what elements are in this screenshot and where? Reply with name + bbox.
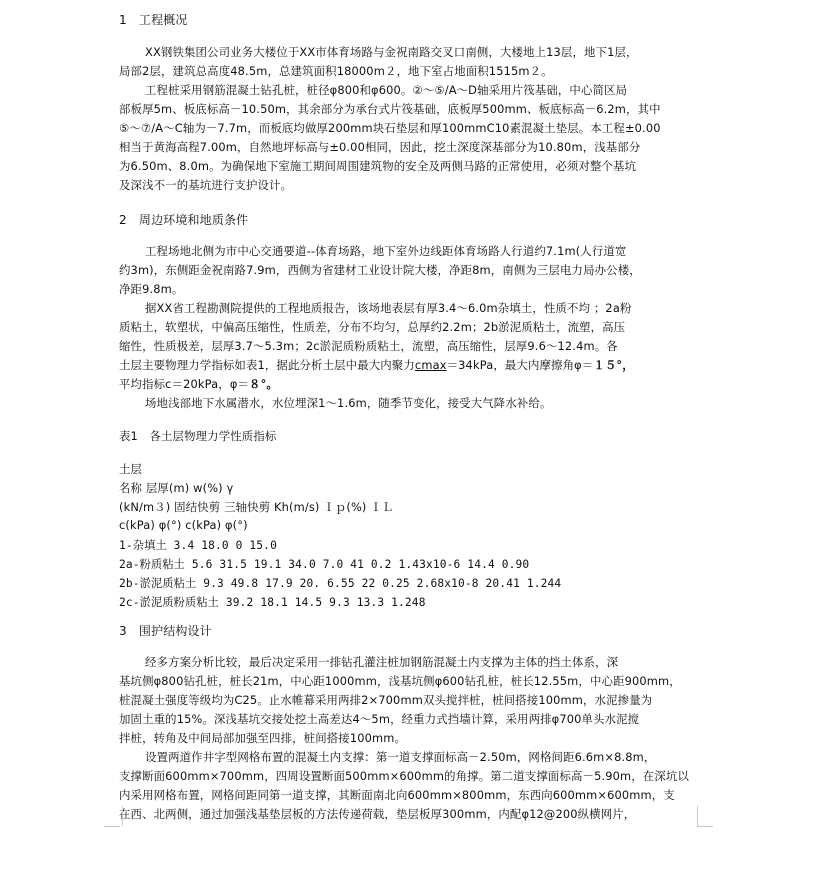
page-margin-mark-right-horizontal	[697, 826, 713, 827]
table-caption: 表1 各土层物理力学性质指标	[119, 429, 277, 443]
paragraph-line: 工程桩采用钢筋混凝土钻孔桩，桩径φ800和φ600。②～⑤/A～D轴采用片筏基础，中心简区局	[145, 83, 628, 97]
page-margin-mark-left-horizontal	[104, 826, 120, 827]
table-header-line: 土层	[119, 462, 143, 476]
table-header-line: (kN/m３) 固结快剪 三轴快剪 Kh(m/s) Ｉｐ(%) ＩＬ	[119, 500, 394, 514]
paragraph-line	[119, 376, 278, 392]
table-row: 2c-淤泥质粉质粘土 39.2 18.1 14.5 9.3 13.3 1.248	[119, 596, 426, 609]
text-run: 平均指标c＝20kPa，φ＝	[119, 377, 250, 391]
paragraph-line: 支撑断面600mm×700mm，四周设置断面500mm×600mm的角撑。第二道支撑面标高－5.90m，在深坑以	[119, 769, 690, 783]
text-run: 土层主要物理力学指标如表1，据此分析土层中最大内聚力	[119, 358, 415, 372]
paragraph-line: 加固土重的15%。深浅基坑交接处挖土高差达4～5m，经重力式挡墙计算，采用两排φ700单头水泥搅	[119, 712, 640, 726]
paragraph-line: 为6.50m、8.0m。为确保地下室施工期间周围建筑物的安全及两侧马路的正常使用，必须对整个基坑	[119, 159, 637, 173]
paragraph-line: 基坑侧φ800钻孔桩，桩长21m，中心距1000mm，浅基坑侧φ600钻孔桩，桩长12.55m，中心距900mm，	[119, 674, 681, 688]
section-1-heading: 1 工程概况	[119, 13, 188, 27]
table-row: 2a-粉质粘土 5.6 31.5 19.1 34.0 7.0 41 0.2 1.43x10-6 14.4 0.90	[119, 558, 530, 571]
text-run: ＝34kPa，最大内摩擦角φ＝	[446, 358, 594, 372]
table-row: 1-杂填土 3.4 18.0 0 15.0	[119, 539, 277, 552]
paragraph-line: 部板厚5m、板底标高－10.50m，其余部分为承台式片筏基础，底板厚500mm、板底标高－6.2m，其中	[119, 102, 661, 116]
paragraph-line: 约3m)，东侧距金祝南路7.9m，西侧为省建材工业设计院大楼，净距8m，南侧为三层电力局办公楼，	[119, 263, 641, 277]
paragraph-line: XX钢铁集团公司业务大楼位于XX市体育场路与金祝南路交叉口南侧，大楼地上13层，地下1层，	[145, 45, 638, 59]
friction-angle-max: １５°，	[593, 358, 634, 372]
paragraph-line: 经多方案分析比较，最后决定采用一排钻孔灌注桩加钢筋混凝土内支撑为主体的挡土体系，深	[145, 655, 619, 669]
paragraph-line: 内采用网格布置，网格间距同第一道支撑，其断面南北向600mm×800mm，东西向600mm×600mm，支	[119, 788, 675, 802]
paragraph-line: 质粘土，软塑状，中偏高压缩性，性质差，分布不均匀，总厚约2.2m；2b淤泥质粘土，流塑，高压	[119, 320, 626, 334]
paragraph-line: 工程场地北侧为市中心交通要道--体育场路，地下室外边线距体育场路人行道约7.1m(人行道宽	[145, 244, 627, 258]
section-3-heading: 3 围护结构设计	[119, 624, 212, 638]
paragraph-line: 缩性，性质极差，层厚3.7～5.3m；2c淤泥质粉质粘土，流塑，高压缩性，层厚9.6～12.4m。各	[119, 339, 618, 353]
paragraph-line: ⑤～⑦/A～C轴为－7.7m，而板底均做厚200mm块石垫层和厚100mmC10素混凝土垫层。本工程±0.00	[119, 121, 661, 135]
friction-angle-avg: ８°。	[249, 377, 278, 391]
paragraph-line: 净距9.8m。	[119, 282, 184, 296]
paragraph-line: 桩混凝土强度等级均为C25。止水帷幕采用两排2×700mm双头搅拌桩，桩间搭接100mm，水泥掺量为	[119, 693, 653, 707]
paragraph-line	[119, 357, 634, 373]
section-2-heading: 2 周边环境和地质条件	[119, 213, 249, 227]
paragraph-line: 相当于黄海高程7.00m，自然地坪标高与±0.00相同，因此，挖土深度深基部分为10.80m，浅基部分	[119, 140, 641, 154]
paragraph-line: 设置两道作井字型网格布置的混凝土内支撑：第一道支撑面标高－2.50m，网格间距6.6m×8.8m，	[145, 750, 656, 764]
paragraph-line: 在西、北两侧，通过加强浅基垫层板的方法传递荷载，垫层板厚300mm，内配φ12@200纵横网片，	[119, 807, 636, 821]
paragraph-line: 及深浅不一的基坑进行支护设计。	[119, 178, 293, 192]
paragraph-line: 拌桩，转角及中间局部加强至四排，桩间搭接100mm。	[119, 731, 407, 745]
table-header-line: c(kPa) φ(°) c(kPa) φ(°)	[119, 518, 248, 532]
page-margin-mark-left	[104, 806, 123, 826]
paragraph-line: 局部2层，建筑总高度48.5m，总建筑面积18000m２，地下室占地面积1515m２。	[119, 64, 553, 78]
cmax-symbol: cmax	[414, 358, 447, 372]
paragraph-line: 场地浅部地下水属潜水，水位埋深1～1.6m，随季节变化，接受大气降水补给。	[145, 396, 552, 410]
page-margin-mark-right	[697, 806, 716, 826]
paragraph-line: 据XX省工程勘测院提供的工程地质报告，该场地表层有厚3.4～6.0m杂填土，性质不均 ；2a粉	[145, 301, 632, 315]
table-header-line: 名称 层厚(m) w(%) γ	[119, 481, 234, 495]
table-row: 2b-淤泥质粘土 9.3 49.8 17.9 20. 6.55 22 0.25 2.68x10-8 20.41 1.244	[119, 577, 562, 590]
